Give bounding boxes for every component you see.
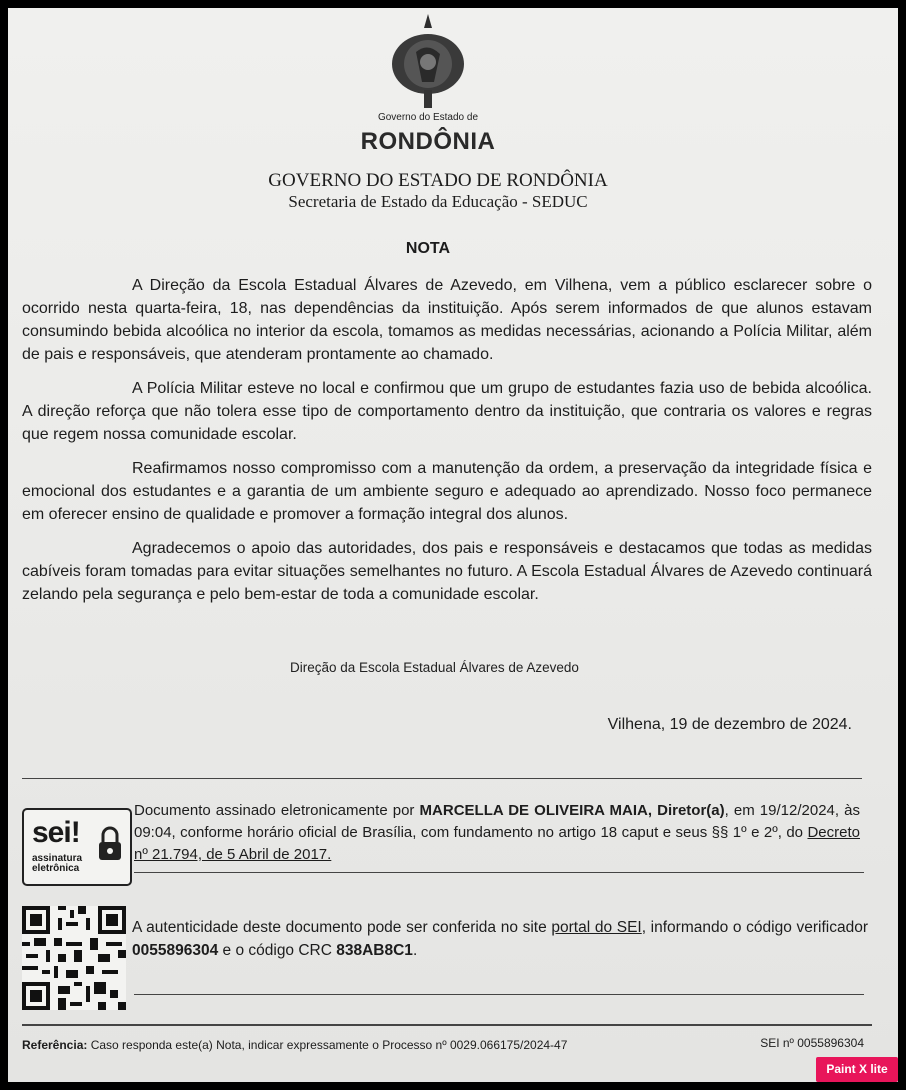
signed-middle: , em 19/12/2024, às 09:04, conforme horário oficial de Brasília, com fundamento no artigo 18 caput e seus §§ 1º e 2º, do [134,802,860,841]
auth-middle: , informando o código verificador [641,919,869,936]
reference-label: Referência: [22,1038,88,1052]
government-heading: GOVERNO DO ESTADO DE RONDÔNIA [268,170,608,191]
date-line: Vilhena, 19 de dezembro de 2024. [607,716,852,733]
paragraph-4: Agradecemos o apoio das autoridades, dos pais e responsáveis e destacamos que todas as medidas cabíveis foram tomadas para evitar situações semelhantes no futuro. A Escola Estadual Álvares de Azevedo continuará zelando pela segurança e pelo bem-estar de toda a comunidade escolar. [22,540,872,603]
secretariat-heading: Secretaria de Estado da Educação - SEDUC [288,192,588,211]
sei-logo-sub-1: assinatura [32,853,83,864]
lock-icon [96,824,124,864]
crest-caption: Governo do Estado de [377,112,479,123]
app-watermark: Paint X lite [816,1057,898,1082]
signer-name: MARCELLA DE OLIVEIRA MAIA, Diretor(a) [419,802,725,819]
crest-state-name: RONDÔNIA [360,128,496,155]
sei-portal-link[interactable]: portal do SEI [551,919,642,936]
document-frame [8,8,898,1082]
signed-prefix: Documento assinado eletronicamente por [134,802,420,819]
divider [134,994,864,995]
divider [134,872,864,873]
sei-logo-word: sei! [32,816,80,849]
verifier-code: 0055896304 [132,942,219,959]
auth-end: . [412,942,418,959]
document-page [8,8,898,1082]
sei-number: SEI nº 0055896304 [760,1036,864,1050]
auth-prefix: A autenticidade deste documento pode ser conferida no site [132,919,552,936]
paragraph-1: A Direção da Escola Estadual Álvares de Azevedo, em Vilhena, vem a público esclarecer sobre o ocorrido nesta quarta-feira, 18, nas dependências da instituição. Após serem informados de que alunos estavam consumindo bebida alcoólica no interior da escola, tomamos as medidas necessárias, acionando a Polícia Militar, além de pais e responsáveis, que atenderam prontamente ao chamado. [22,277,872,363]
note-body [22,274,872,617]
electronic-signature-text [134,800,860,866]
crc-code: 838AB8C1 [336,942,413,959]
sei-logo-subtitle [32,854,82,874]
state-crest-icon [388,12,468,112]
reference-text: Caso responda este(a) Nota, indicar expressamente o Processo nº 0029.066175/2024-47 [87,1038,568,1052]
footer-divider [22,1024,872,1026]
paragraph-3: Reafirmamos nosso compromisso com a manutenção da ordem, a preservação da integridade física e emocional dos estudantes e a garantia de um ambiente seguro e adequado ao aprendizado. Nosso foco permanece em oferecer ensino de qualidade e promover a formação integral dos alunos. [22,460,872,523]
document-title: NOTA [405,240,451,257]
sei-logo [22,808,132,886]
decree-link[interactable]: Decreto nº 21.794, de 5 Abril de 2017. [134,824,860,863]
auth-middle-2: e o código CRC [218,942,337,959]
qr-code-icon [22,906,126,1010]
signature-line: Direção da Escola Estadual Álvares de Azevedo [290,660,579,675]
divider [22,778,862,779]
reference-line [22,1038,567,1052]
authenticity-text [132,916,868,962]
paragraph-2: A Polícia Militar esteve no local e confirmou que um grupo de estudantes fazia uso de bebida alcoólica. A direção reforça que não tolera esse tipo de comportamento dentro da instituição, que contraria os valores e regras que regem nossa comunidade escolar. [22,380,872,443]
sei-logo-sub-2: eletrônica [32,863,80,874]
